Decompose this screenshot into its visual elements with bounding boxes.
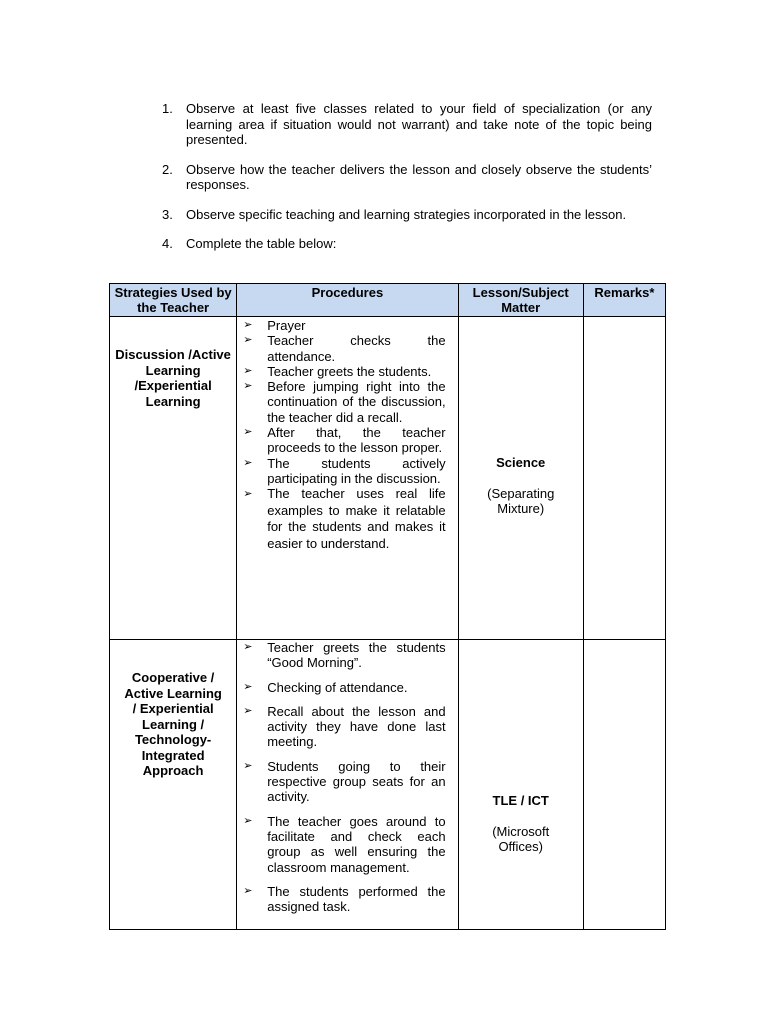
- procedures-cell: [237, 317, 458, 640]
- lesson-cell: [458, 317, 583, 640]
- procedure-text: Teacher greets the students “Good Morning”.: [267, 640, 446, 671]
- lesson-cell: [458, 640, 583, 930]
- arrow-bullet-icon: ➢: [243, 680, 253, 693]
- procedure-list: [237, 317, 457, 552]
- arrow-bullet-icon: ➢: [243, 380, 253, 393]
- procedure-item: [243, 680, 445, 695]
- remarks-cell: [583, 317, 665, 640]
- procedure-item: [243, 640, 445, 671]
- procedure-text: Students going to their respective group seats for an activity.: [267, 758, 446, 805]
- procedure-text: Before jumping right into the continuation of the discussion, the teacher did a recall.: [267, 379, 446, 425]
- header-lesson-subject: Lesson/Subject Matter: [458, 284, 583, 317]
- header-remarks: Remarks*: [583, 284, 665, 317]
- header-strategies: Strategies Used by the Teacher: [110, 284, 237, 317]
- header-procedures: Procedures: [237, 284, 458, 317]
- procedure-text: After that, the teacher proceeds to the lesson proper.: [267, 425, 446, 456]
- instruction-item: [160, 101, 652, 148]
- remarks-cell: [583, 640, 665, 930]
- strategy-text: Discussion /Active Learning /Experiential Learning: [115, 347, 231, 409]
- procedure-text: Checking of attendance.: [267, 679, 408, 695]
- arrow-bullet-icon: ➢: [243, 456, 253, 469]
- procedure-item: [243, 759, 445, 805]
- strategy-cell: [110, 317, 237, 640]
- procedures-cell: [237, 640, 458, 930]
- instruction-number: 4.: [162, 236, 173, 251]
- procedure-item: [243, 456, 445, 487]
- procedure-list: [237, 640, 457, 914]
- procedure-text: The students actively participating in the discussion.: [267, 455, 446, 486]
- arrow-bullet-icon: ➢: [243, 334, 253, 347]
- instruction-item: [160, 236, 652, 252]
- table-row: [110, 640, 666, 930]
- instruction-text: Observe at least five classes related to your field of specialization (or any learning area if situation would not warrant) and take note of the topic being presented.: [186, 101, 652, 147]
- lesson-detail: (Microsoft Offices): [492, 823, 550, 854]
- lesson-subject: Science: [496, 455, 546, 470]
- procedure-item: [243, 318, 445, 333]
- procedure-item: [243, 704, 445, 750]
- lesson-subject: TLE / ICT: [492, 793, 549, 808]
- table-header-row: [110, 284, 666, 317]
- arrow-bullet-icon: ➢: [243, 426, 253, 439]
- instruction-number: 3.: [162, 206, 173, 222]
- procedure-item: [243, 486, 445, 552]
- strategy-cell: [110, 640, 237, 930]
- strategy-text: Cooperative / Active Learning / Experiential Learning / Technology-Integrated Approach: [124, 670, 222, 778]
- procedure-text: The teacher uses real life examples to make it relatable for the students and makes it easier to understand.: [267, 486, 446, 551]
- strategies-table: [109, 283, 666, 930]
- instruction-text: Complete the table below:: [186, 236, 337, 251]
- instruction-number: 2.: [162, 161, 173, 177]
- instruction-text: Observe how the teacher delivers the lesson and closely observe the students’ responses.: [186, 161, 652, 192]
- arrow-bullet-icon: ➢: [243, 759, 253, 772]
- instruction-text: Observe specific teaching and learning strategies incorporated in the lesson.: [186, 206, 627, 222]
- procedure-item: [243, 814, 445, 875]
- instruction-number: 1.: [162, 101, 173, 116]
- procedure-item: [243, 884, 445, 915]
- arrow-bullet-icon: ➢: [243, 488, 253, 501]
- procedure-text: The students performed the assigned task.: [267, 883, 446, 915]
- arrow-bullet-icon: ➢: [243, 814, 253, 827]
- procedure-text: Teacher greets the students.: [267, 363, 432, 379]
- arrow-bullet-icon: ➢: [243, 364, 253, 377]
- procedure-text: The teacher goes around to facilitate and check each group as well ensuring the classroom management.: [267, 813, 446, 875]
- procedure-item: [243, 425, 445, 456]
- arrow-bullet-icon: ➢: [243, 884, 253, 897]
- arrow-bullet-icon: ➢: [243, 319, 253, 331]
- lesson-detail: (Separating Mixture): [487, 485, 555, 516]
- procedure-item: [243, 333, 445, 364]
- instruction-list: [160, 101, 652, 266]
- procedure-item: [243, 379, 445, 425]
- procedure-text: Prayer: [267, 318, 306, 333]
- procedure-text: Teacher checks the attendance.: [267, 333, 446, 364]
- arrow-bullet-icon: ➢: [243, 641, 253, 653]
- procedure-item: [243, 364, 445, 379]
- instruction-item: [160, 207, 652, 223]
- procedure-text: Recall about the lesson and activity they have done last meeting.: [267, 703, 446, 750]
- table-row: [110, 317, 666, 640]
- arrow-bullet-icon: ➢: [243, 704, 253, 717]
- instruction-item: [160, 162, 652, 193]
